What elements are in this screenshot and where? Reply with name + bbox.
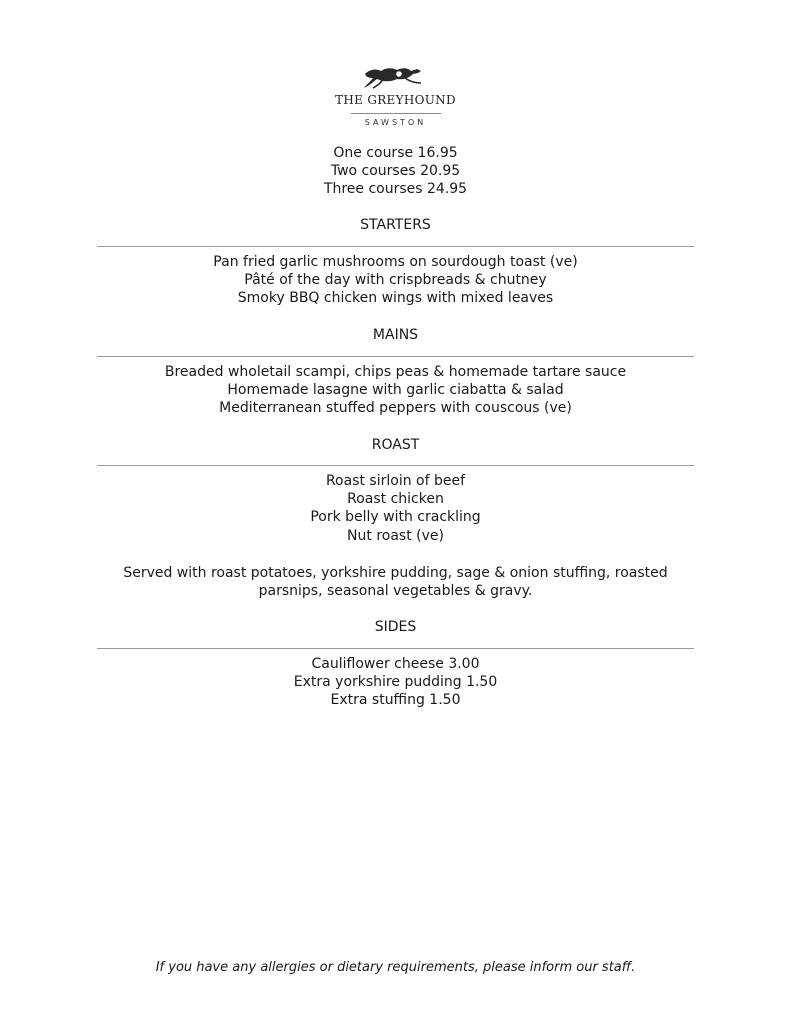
menu-item: Nut roast (ve) xyxy=(347,528,444,544)
menu-item: Extra stuffing 1.50 xyxy=(330,692,461,708)
menu-item: Breaded wholetail scampi, chips peas & homemade tartare sauce xyxy=(164,364,627,380)
section-title-sides: SIDES xyxy=(374,619,417,635)
menu-item: Extra yorkshire pudding 1.50 xyxy=(293,674,498,690)
menu-item: Cauliflower cheese 3.00 xyxy=(311,656,480,672)
brand-logo xyxy=(0,62,791,127)
section-divider xyxy=(97,356,694,357)
price-three-courses: Three courses 24.95 xyxy=(323,181,468,197)
section-divider xyxy=(97,465,694,466)
section-divider xyxy=(97,648,694,649)
price-one-course: One course 16.95 xyxy=(333,145,458,161)
section-title-roast: ROAST xyxy=(371,437,420,453)
section-title-starters: STARTERS xyxy=(360,217,431,233)
price-two-courses: Two courses 20.95 xyxy=(330,163,461,179)
brand-name: THE GREYHOUND xyxy=(335,93,456,107)
roast-note-line: Served with roast potatoes, yorkshire pudding, sage & onion stuffing, roasted xyxy=(123,565,668,581)
brand-location: SAWSTON xyxy=(364,118,427,127)
brand-divider xyxy=(351,113,441,114)
menu-item: Homemade lasagne with garlic ciabatta & salad xyxy=(227,382,564,398)
menu-item: Roast chicken xyxy=(347,491,444,507)
menu-item: Pork belly with crackling xyxy=(310,509,481,525)
menu-item: Pâté of the day with crispbreads & chutney xyxy=(244,272,547,288)
greyhound-icon xyxy=(0,62,791,92)
section-title-mains: MAINS xyxy=(372,327,419,343)
section-divider xyxy=(97,246,694,247)
menu-item: Pan fried garlic mushrooms on sourdough toast (ve) xyxy=(213,254,578,270)
menu-item: Smoky BBQ chicken wings with mixed leaves xyxy=(237,290,554,306)
menu-item: Roast sirloin of beef xyxy=(325,473,466,489)
roast-note-line: parsnips, seasonal vegetables & gravy. xyxy=(258,583,533,599)
allergy-notice: If you have any allergies or dietary requirements, please inform our staff. xyxy=(155,960,636,975)
menu-item: Mediterranean stuffed peppers with couscous (ve) xyxy=(219,400,572,416)
